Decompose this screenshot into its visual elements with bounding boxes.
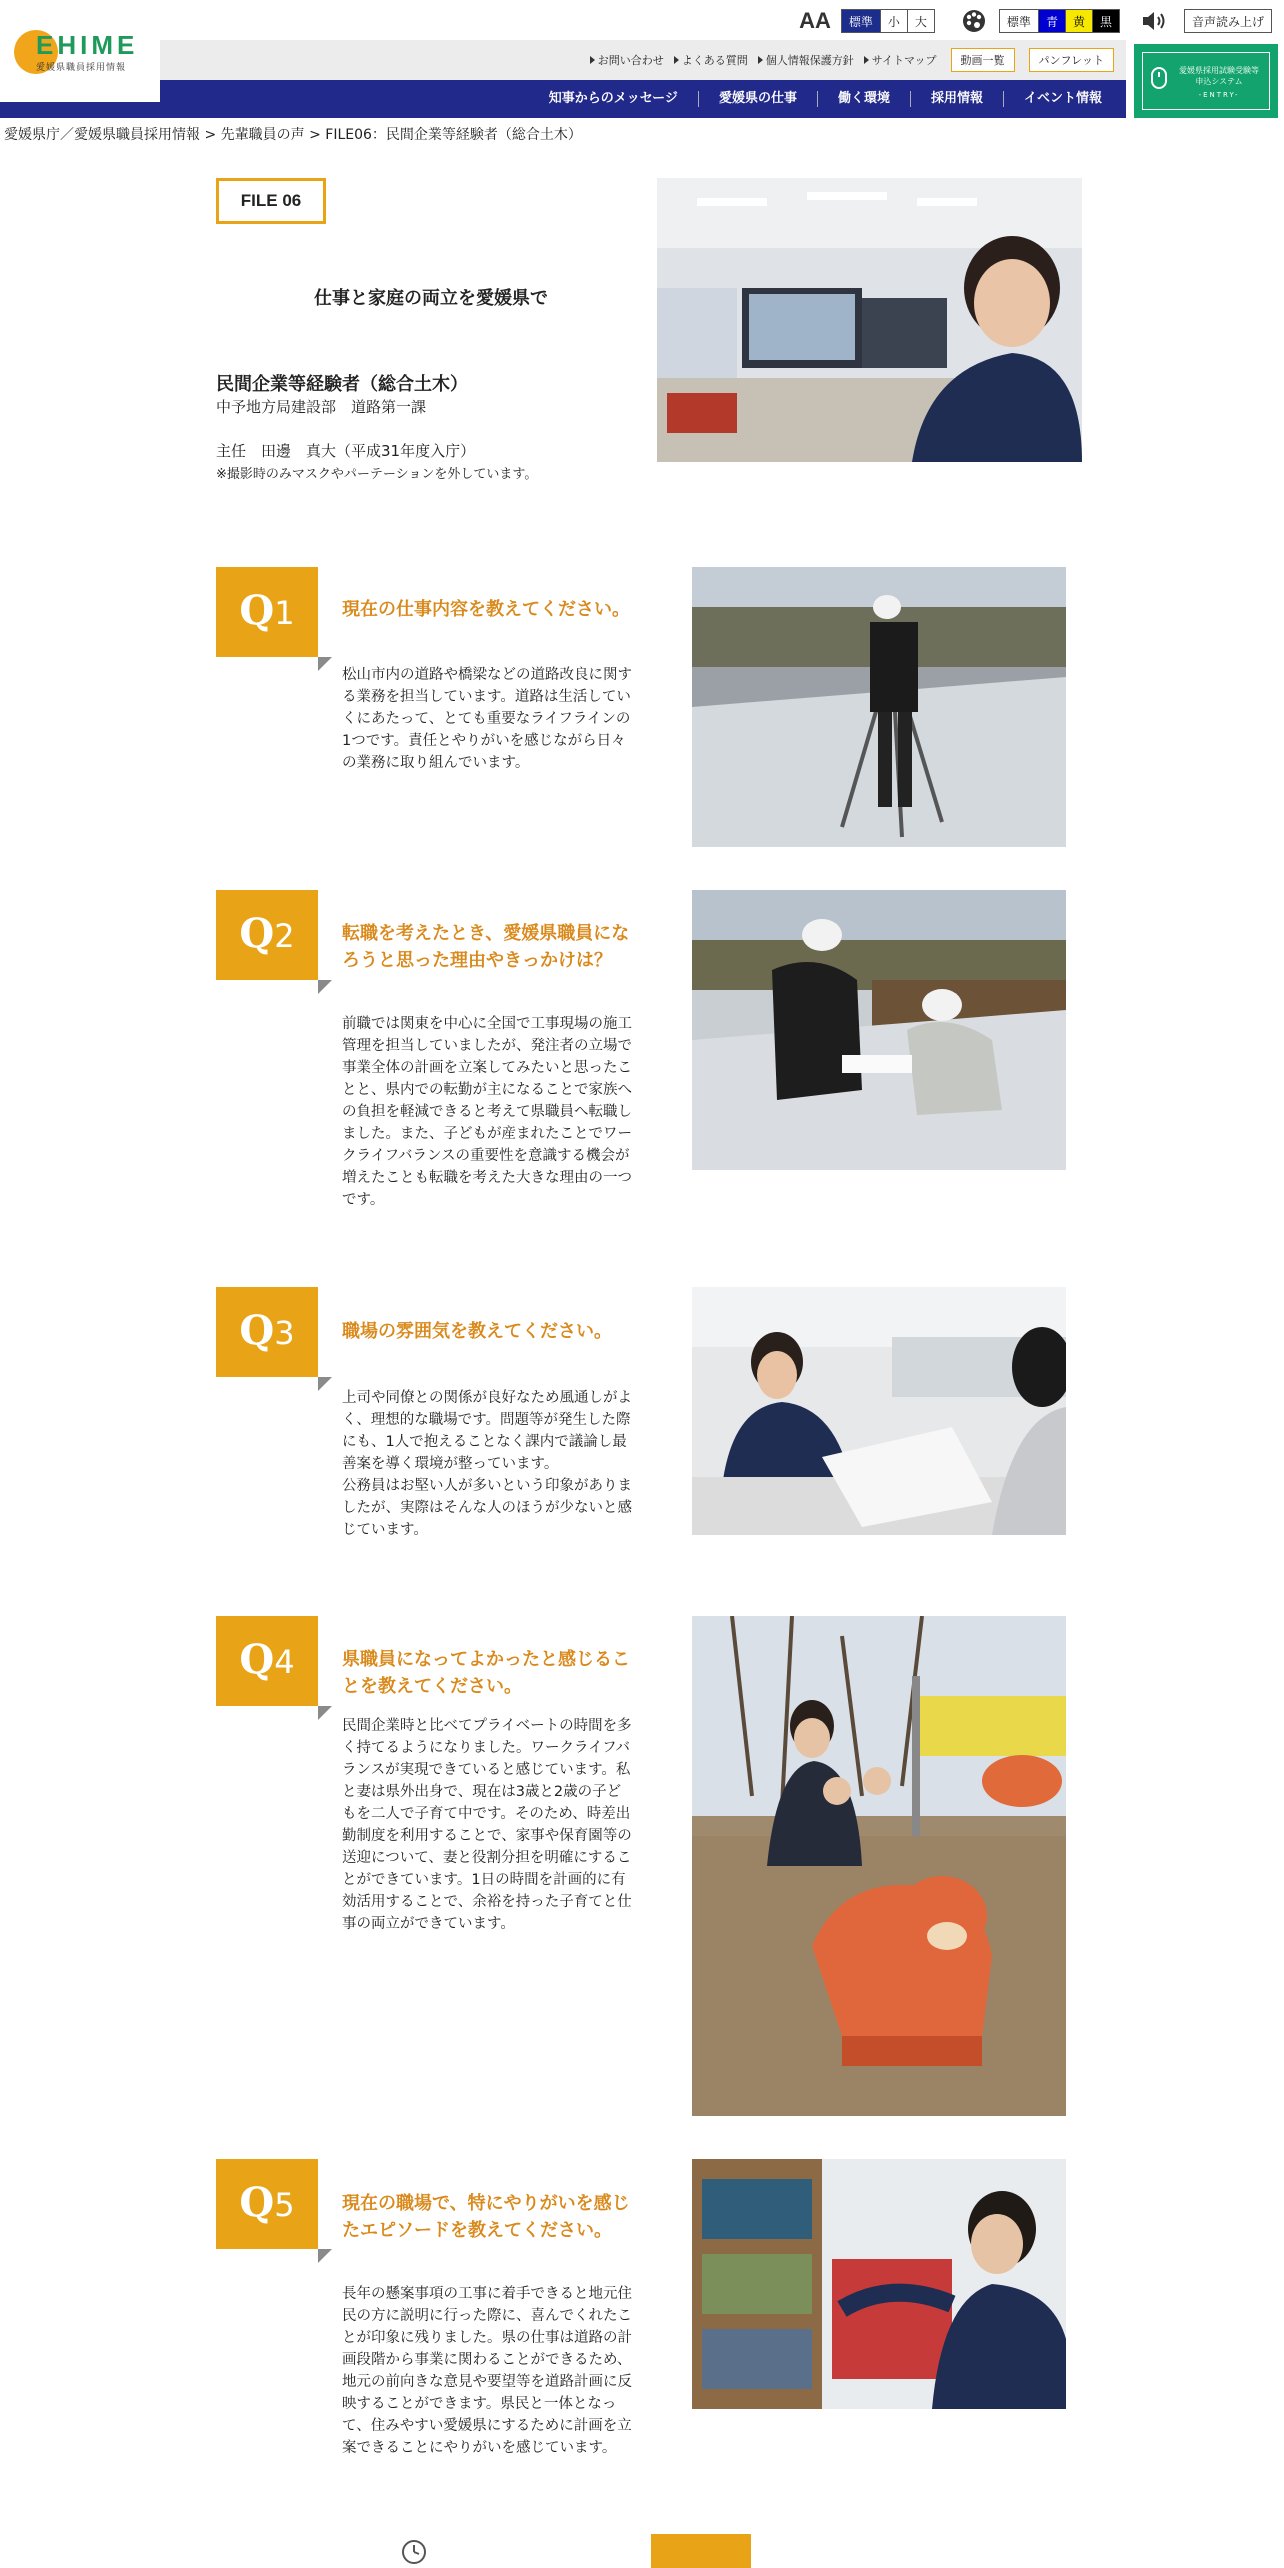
arrow-right-icon [758,56,763,64]
nav-governor-message[interactable]: 知事からのメッセージ [529,91,699,107]
photo-family-park [692,1616,1066,2116]
arrow-right-icon [674,56,679,64]
entry-system-button[interactable] [1134,44,1278,118]
answer-text-2: 前職では関東を中心に全国で工事現場の施工管理を担当していましたが、発注者の立場で事業全体の計画を立案してみたいと思ったことと、県内での転勤が主になることで家族への負担を軽減できると考えて県職員へ転職しました。また、子どもが産まれたことでワークライフバランスの重要性を意識する機会が増えたことも転職を考えた大きな理由の一つです。 [342,1016,632,1208]
photo-bookshelf [692,2159,1066,2409]
question-badge-1 [216,567,318,657]
q-number: 1 [274,594,295,632]
link-sitemap-label: サイトマップ [871,54,937,67]
q-number: 2 [274,917,295,955]
color-standard-button[interactable]: 標準 [1000,10,1039,32]
color-black-button[interactable]: 黒 [1093,10,1119,32]
link-faq-label: よくある質問 [681,54,748,67]
badge-fold [318,657,332,671]
font-size-standard-button[interactable]: 標準 [842,10,881,32]
q-letter: Q [239,1307,275,1354]
link-privacy[interactable] [758,52,854,68]
logo-subtitle: 愛媛県職員採用情報 [36,63,127,73]
profile-photo [657,178,1082,462]
question-badge-5 [216,2159,318,2249]
question-title-1: 現在の仕事内容を教えてください。 [342,599,630,620]
q-letter: Q [239,1636,275,1683]
job-type: 民間企業等経験者（総合土木） [216,374,468,395]
link-contact-label: お問い合わせ [597,54,664,67]
q-number: 5 [274,2186,295,2224]
badge-fold [318,2249,332,2263]
accessibility-toolbar [799,6,1272,36]
person-name: 主任 田邊 真大（平成31年度入庁） [216,442,476,460]
question-title-2: 転職を考えたとき、愛媛県職員になろうと思った理由やきっかけは？ [342,923,630,971]
photo-surveying [692,567,1066,847]
question-badge-4 [216,1616,318,1706]
department: 中予地方局建設部 道路第一課 [216,398,427,416]
photo-note: ※撮影時のみマスクやパーテーションを外しています。 [216,467,538,482]
mouse-icon [1151,67,1167,89]
q-number: 4 [274,1643,295,1681]
font-size-large-button[interactable]: 大 [914,14,927,29]
question-title-5: 現在の職場で、特にやりがいを感じたエピソードを教えてください。 [342,2193,630,2241]
question-title-4: 県職員になってよかったと感じることを教えてください。 [342,1649,630,1697]
q-letter: Q [239,587,275,634]
catch-copy: 仕事と家庭の両立を愛媛県で [314,288,548,309]
utility-links [590,47,1114,73]
badge-fold [318,980,332,994]
entry-label [1173,65,1265,87]
entry-sublabel: -ENTRY- [1198,91,1240,99]
site-logo[interactable] [0,0,160,102]
q-number: 3 [274,1314,295,1352]
voice-readout-button[interactable]: 音声読み上げ [1184,9,1272,33]
entry-label-line1: 愛媛県採用試験受験等 [1179,66,1259,75]
arrow-right-icon [590,56,595,64]
pamphlet-button[interactable]: パンフレット [1029,48,1114,72]
question-title-3: 職場の雰囲気を教えてください。 [342,1321,612,1342]
global-nav [0,80,1126,118]
palette-icon [961,8,987,34]
color-selector [999,9,1120,33]
photo-field-inspection [692,890,1066,1170]
link-contact[interactable] [590,52,664,68]
link-sitemap[interactable] [864,52,937,68]
nav-event-info[interactable]: イベント情報 [1023,91,1102,106]
answer-text-5: 長年の懸案事項の工事に着手できると地元住民の方に説明に行った際に、喜んでくれたことが印象に残りました。県の仕事は道路の計画段階から事業に関わることができるため、地元の前向きな意見や要望等を道路計画に反映することができます。県民と一体となって、住みやすい愛媛県にするために計画を立案できることにやりがいを感じています。 [342,2286,632,2456]
link-faq[interactable] [674,52,748,68]
question-badge-2 [216,890,318,980]
font-size-icon: AA [799,8,831,33]
answer-text-1: 松山市内の道路や橋梁などの道路改良に関する業務を担当しています。道路は生活していくにあたって、とても重要なライフラインの1つです。責任とやりがいを感じながら日々の業務に取り組んでいます。 [342,667,632,771]
font-size-small-button[interactable]: 小 [881,10,908,32]
answer-text-3: 上司や同僚との関係が良好なため風通しがよく、理想的な職場です。問題等が発生した際にも、1人で抱えることなく課内で議論し最善案を導く環境が整っています。 公務員はお堅い人が多いという印象がありましたが、実際はそんな人のほうが少ないと感じています。 [342,1390,632,1538]
file-number-badge: FILE 06 [216,178,326,224]
badge-fold [318,1706,332,1720]
color-blue-button[interactable]: 青 [1039,10,1066,32]
breadcrumb: 愛媛県庁／愛媛県職員採用情報 > 先輩職員の声 > FILE06：民間企業等経験者（総合土木） [4,127,582,143]
q-letter: Q [239,2179,275,2226]
q-letter: Q [239,910,275,957]
photo-office-discussion [692,1287,1066,1535]
nav-work-environment[interactable]: 働く環境 [818,91,911,107]
badge-fold [318,1377,332,1391]
next-section-badge [651,2534,751,2568]
entry-label-line2: 申込システム [1195,77,1243,86]
speaker-icon [1140,9,1170,33]
video-list-button[interactable]: 動画一覧 [951,48,1015,72]
entry-frame [1142,52,1270,110]
nav-recruitment-info[interactable]: 採用情報 [911,91,1004,107]
color-yellow-button[interactable]: 黄 [1066,10,1093,32]
link-privacy-label: 個人情報保護方針 [765,54,854,67]
answer-text-4: 民間企業時と比べてプライベートの時間を多く持てるようになりました。ワークライフバランスが実現できていると感じています。私と妻は県外出身で、現在は3歳と2歳の子どもを二人で子育て中です。そのため、時差出勤制度を利用することで、家事や保育園等の送迎について、妻と役割分担を明確にすることができています。1日の時間を計画的に有効活用することで、余裕を持った子育てと仕事の両立ができています。 [342,1718,632,1932]
font-size-selector [841,9,935,33]
nav-ehime-work[interactable]: 愛媛県の仕事 [699,91,818,107]
logo-text: EHIME [36,30,139,60]
question-badge-3 [216,1287,318,1377]
clock-icon [400,2538,428,2566]
arrow-right-icon [864,56,869,64]
